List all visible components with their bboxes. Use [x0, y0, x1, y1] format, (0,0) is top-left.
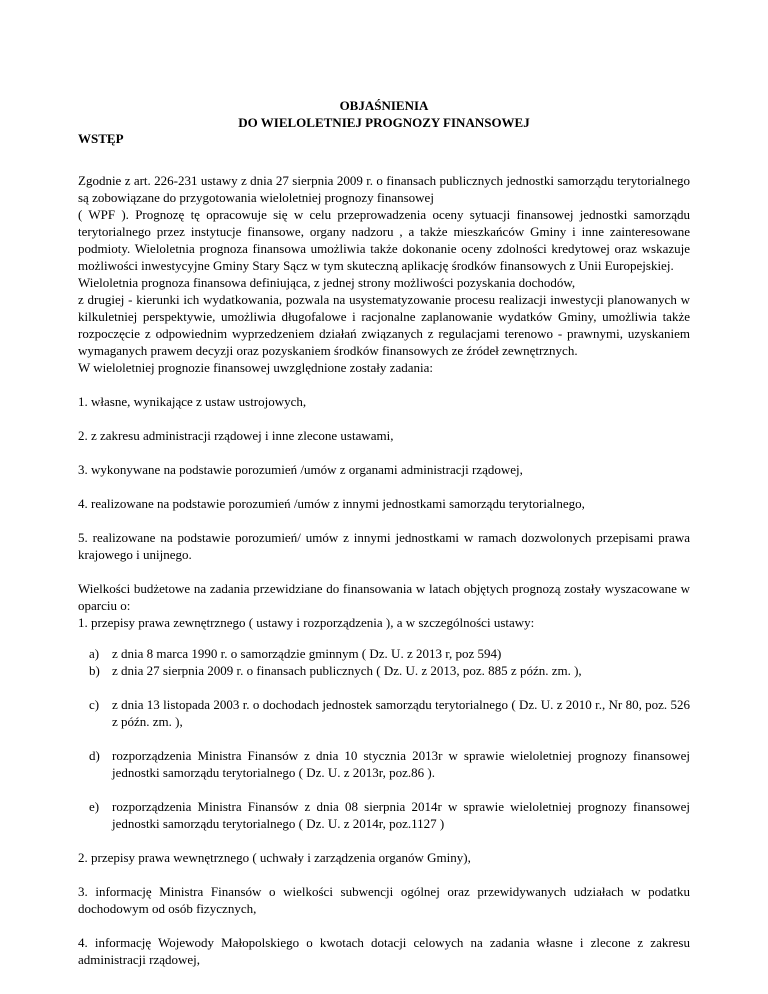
intro-paragraph-1: Zgodnie z art. 226-231 ustawy z dnia 27 sierpnia 2009 r. o finansach publicznych jednostki samorządu terytorialnego są zobowiązane do przygotowania wieloletniej prognozy finansowej — [78, 173, 690, 205]
list-marker: e) — [89, 799, 100, 814]
list-marker: d) — [89, 748, 100, 763]
task-item-1: 1. własne, wynikające z ustaw ustrojowych, — [78, 394, 307, 409]
list-marker: a) — [89, 646, 100, 661]
sources-item-3: 3. informację Ministra Finansów o wielkości subwencji ogólnej oraz przewidywanych udziałach w podatku dochodowym od osób fizycznych, — [78, 884, 690, 916]
law-item-c — [78, 696, 690, 730]
list-marker: b) — [89, 663, 100, 678]
task-item-4: 4. realizowane na podstawie porozumień /umów z innymi jednostkami samorządu terytorialnego, — [78, 496, 585, 511]
sources-item-1: 1. przepisy prawa zewnętrznego ( ustawy i rozporządzenia ), a w szczególności ustawy: — [78, 615, 535, 630]
intro-paragraph-3: Wieloletnia prognoza finansowa definiująca, z jednej strony możliwości pozyskania dochodów, — [78, 275, 576, 290]
task-item-2: 2. z zakresu administracji rządowej i inne zlecone ustawami, — [78, 428, 394, 443]
sources-item-4: 4. informację Wojewody Małopolskiego o kwotach dotacji celowych na zadania własne i zlecone z zakresu administracji rządowej, — [78, 935, 690, 967]
law-item-b — [78, 662, 690, 679]
document-title-line-2: DO WIELOLETNIEJ PROGNOZY FINANSOWEJ — [238, 115, 530, 130]
law-text: z dnia 13 listopada 2003 r. o dochodach jednostek samorządu terytorialnego ( Dz. U. z 2010 r., Nr 80, poz. 526 z późn. zm. ), — [112, 697, 690, 729]
intro-paragraph-4: z drugiej - kierunki ich wydatkowania, pozwala na usystematyzowanie procesu realizacji inwestycji planowanych w kilkuletniej perspektywie, umożliwia długofalowe i racjonalne zaplanowanie wydatków Gminy, umożliwia także rozpoczęcie z odpowiednim wyprzedzeniem działań związanych z regulacjami terenowo - prawnymi, uzyskaniem wymaganych prawem decyzji oraz pozyskaniem środków finansowych ze źródeł zewnętrznych. — [78, 292, 690, 358]
sources-item-2: 2. przepisy prawa wewnętrznego ( uchwały i zarządzenia organów Gminy), — [78, 850, 471, 865]
law-text: z dnia 27 sierpnia 2009 r. o finansach publicznych ( Dz. U. z 2013, poz. 885 z późn. zm. ), — [112, 663, 582, 678]
law-item-e — [78, 798, 690, 832]
intro-paragraph-2: ( WPF ). Prognozę tę opracowuje się w celu przeprowadzenia oceny sytuacji finansowej jednostki samorządu terytorialnego przez instytucje finansowe, organy nadzoru , a także mieszkańców Gminy i inne zainteresowane podmioty. Wieloletnia prognoza finansowa umożliwia także dokonanie oceny zdolności kredytowej oraz wskazuje możliwości inwestycyjne Gminy Stary Sącz w tym skuteczną aplikację środków finansowych z Unii Europejskiej. — [78, 207, 690, 273]
law-text: rozporządzenia Ministra Finansów z dnia 10 stycznia 2013r w sprawie wieloletniej prognozy finansowej jednostki samorządu terytorialnego ( Dz. U. z 2013r, poz.86 ). — [112, 748, 690, 780]
section-heading: WSTĘP — [78, 131, 124, 146]
law-text: rozporządzenia Ministra Finansów z dnia 08 sierpnia 2014r w sprawie wieloletniej prognozy finansowej jednostki samorządu terytorialnego ( Dz. U. z 2014r, poz.1127 ) — [112, 799, 690, 831]
laws-list — [78, 645, 690, 832]
intro-paragraph-5: W wieloletniej prognozie finansowej uwzględnione zostały zadania: — [78, 360, 433, 375]
document-title-line-1: OBJAŚNIENIA — [339, 98, 429, 113]
law-text: z dnia 8 marca 1990 r. o samorządzie gminnym ( Dz. U. z 2013 r, poz 594) — [112, 646, 502, 661]
law-item-d — [78, 747, 690, 781]
task-item-3: 3. wykonywane na podstawie porozumień /umów z organami administracji rządowej, — [78, 462, 523, 477]
task-item-5: 5. realizowane na podstawie porozumień/ umów z innymi jednostkami w ramach dozwolonych przepisami prawa krajowego i unijnego. — [78, 530, 690, 562]
list-marker: c) — [89, 697, 100, 712]
estimates-paragraph: Wielkości budżetowe na zadania przewidziane do finansowania w latach objętych prognozą zostały wyszacowane w oparciu o: — [78, 581, 690, 613]
document-body — [78, 172, 690, 968]
law-item-a — [78, 645, 690, 662]
